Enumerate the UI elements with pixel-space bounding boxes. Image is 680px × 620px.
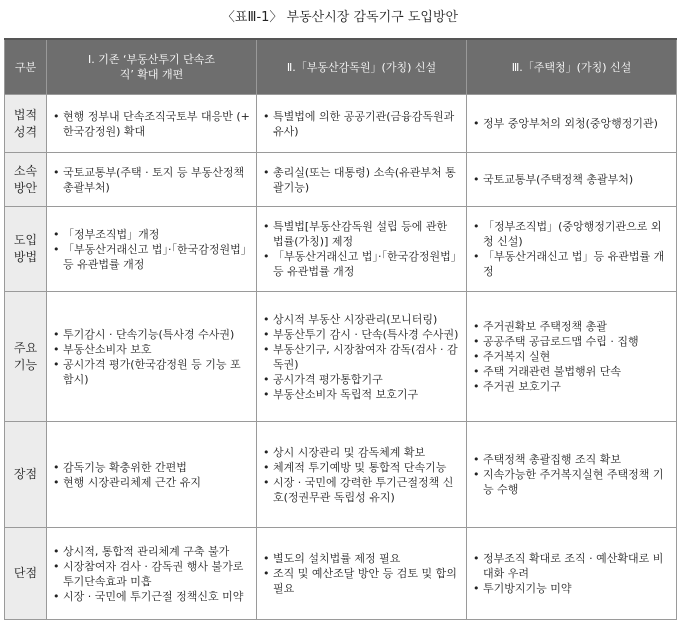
bullet-list (473, 319, 670, 394)
bullet-item: • 주거권 보호기구 (473, 379, 670, 394)
header-row (5, 39, 677, 95)
bullet-list (53, 460, 250, 490)
bullet-item: • 「부동산거래신고 법」·「한국감정원법」등 유관법률 개정 (263, 249, 460, 279)
table-cell (257, 95, 467, 153)
bullet-item: • 공공주택 공급로드맵 수립 · 집행 (473, 334, 670, 349)
table-row (5, 95, 677, 153)
header-option-2: Ⅱ.「부동산감독원」(가칭) 신설 (257, 39, 467, 95)
table-cell (47, 422, 257, 528)
header-option-3: Ⅲ.「주택청」(가칭) 신설 (467, 39, 677, 95)
table-cell (257, 292, 467, 422)
bullet-item: • 현행 정부내 단속조직국토부 대응반 (+ 한국감정원) 확대 (53, 109, 250, 139)
bullet-list (263, 219, 460, 279)
bullet-list (263, 551, 460, 596)
bullet-item: • 투기감시 · 단속기능(특사경 수사권) (53, 327, 250, 342)
bullet-list (53, 165, 250, 195)
table-row (5, 292, 677, 422)
bullet-list (53, 327, 250, 387)
table-cell (467, 422, 677, 528)
bullet-list (473, 172, 670, 187)
bullet-item: • 부동산기구, 시장참여자 감독(검사 · 감독권) (263, 342, 460, 372)
bullet-list (263, 165, 460, 195)
table-cell (47, 528, 257, 620)
bullet-item: • 국토교통부(주택 · 토지 등 부동산정책 총괄부처) (53, 165, 250, 195)
row-label: 단점 (5, 528, 47, 620)
bullet-item: • 상시 시장관리 및 감독체계 확보 (263, 445, 460, 460)
table-cell (47, 95, 257, 153)
bullet-item: • 상시적 부동산 시장관리(모니터링) (263, 312, 460, 327)
bullet-item: • 감독기능 확충위한 간편법 (53, 460, 250, 475)
bullet-item: • 주택 거래관련 불법행위 단속 (473, 364, 670, 379)
header-category: 구분 (5, 39, 47, 95)
table-cell (257, 207, 467, 292)
table-cell (467, 207, 677, 292)
bullet-item: • 부동산소비자 보호 (53, 342, 250, 357)
bullet-item: • 주거복지 실현 (473, 349, 670, 364)
bullet-item: • 시장참여자 검사 · 감독권 행사 불가로 투기단속효과 미흡 (53, 559, 250, 589)
table-cell (47, 292, 257, 422)
bullet-item: • 부동산소비자 독립적 보호기구 (263, 387, 460, 402)
bullet-item: • 시장 · 국민에 투기근절 정책신호 미약 (53, 589, 250, 604)
bullet-list (473, 452, 670, 497)
bullet-item: • 조직 및 예산조달 방안 등 검토 및 합의 필요 (263, 566, 460, 596)
bullet-item: • 「부동산거래신고 법」·「한국감정원법」등 유관법률 개정 (53, 242, 250, 272)
bullet-list (53, 109, 250, 139)
bullet-list (263, 109, 460, 139)
bullet-item: • 주택정책 총괄집행 조직 확보 (473, 452, 670, 467)
bullet-item: • 상시적, 통합적 관리체계 구축 불가 (53, 544, 250, 559)
row-label: 소속 방안 (5, 153, 47, 207)
table-title: 〈표Ⅲ-1〉 부동산시장 감독기구 도입방안 (221, 10, 459, 25)
table-cell (467, 528, 677, 620)
bullet-item: • 정부 중앙부처의 외청(중앙행정기관) (473, 116, 670, 131)
row-label: 도입 방법 (5, 207, 47, 292)
table-cell (257, 422, 467, 528)
bullet-item: • 특별법[부동산감독원 설립 등에 관한 법률(가칭)] 제정 (263, 219, 460, 249)
bullet-item: • 지속가능한 주거복지실현 주택정책 기능 수행 (473, 467, 670, 497)
bullet-list (473, 551, 670, 596)
bullet-list (263, 312, 460, 402)
table-row (5, 528, 677, 620)
bullet-list (473, 219, 670, 279)
bullet-list (53, 544, 250, 604)
bullet-item: • 총리실(또는 대통령) 소속(유관부처 통괄기능) (263, 165, 460, 195)
bullet-item: • 국토교통부(주택정책 총괄부처) (473, 172, 670, 187)
row-label: 법적 성격 (5, 95, 47, 153)
bullet-list (53, 227, 250, 272)
bullet-item: • 부동산투기 감시 · 단속(특사경 수사권) (263, 327, 460, 342)
comparison-table (4, 38, 677, 620)
bullet-item: • 정부조직 확대로 조직 · 예산확대로 비대화 우려 (473, 551, 670, 581)
bullet-item: • 「정부조직법」(중앙행정기관으로 외청 신설) (473, 219, 670, 249)
bullet-item: • 「부동산거래신고 법」등 유관법률 개정 (473, 249, 670, 279)
table-cell (47, 153, 257, 207)
bullet-item: • 체계적 투기예방 및 통합적 단속기능 (263, 460, 460, 475)
table-row (5, 153, 677, 207)
bullet-item: • 「정부조직법」개정 (53, 227, 250, 242)
bullet-item: • 현행 시장관리체제 근간 유지 (53, 475, 250, 490)
table-cell (467, 153, 677, 207)
bullet-list (263, 445, 460, 505)
table-cell (47, 207, 257, 292)
table-cell (257, 153, 467, 207)
header-option-1: Ⅰ. 기존 ‘부동산투기 단속조직’ 확대 개편 (47, 39, 257, 95)
bullet-item: • 공시가격 평가통합기구 (263, 372, 460, 387)
bullet-item: • 주거권확보 주택정책 총괄 (473, 319, 670, 334)
bullet-item: • 별도의 설치법률 제정 필요 (263, 551, 460, 566)
table-body (5, 95, 677, 620)
row-label: 주요 기능 (5, 292, 47, 422)
bullet-item: • 시장 · 국민에 강력한 투기근절정책 신호(정권무관 독립성 유지) (263, 475, 460, 505)
bullet-list (473, 116, 670, 131)
table-cell (257, 528, 467, 620)
bullet-item: • 투기방지기능 미약 (473, 581, 670, 596)
table-cell (467, 292, 677, 422)
table-row (5, 422, 677, 528)
table-row (5, 207, 677, 292)
table-cell (467, 95, 677, 153)
row-label: 장점 (5, 422, 47, 528)
bullet-item: • 공시가격 평가(한국감정원 등 기능 포함시) (53, 357, 250, 387)
bullet-item: • 특별법에 의한 공공기관(금융감독원과 유사) (263, 109, 460, 139)
